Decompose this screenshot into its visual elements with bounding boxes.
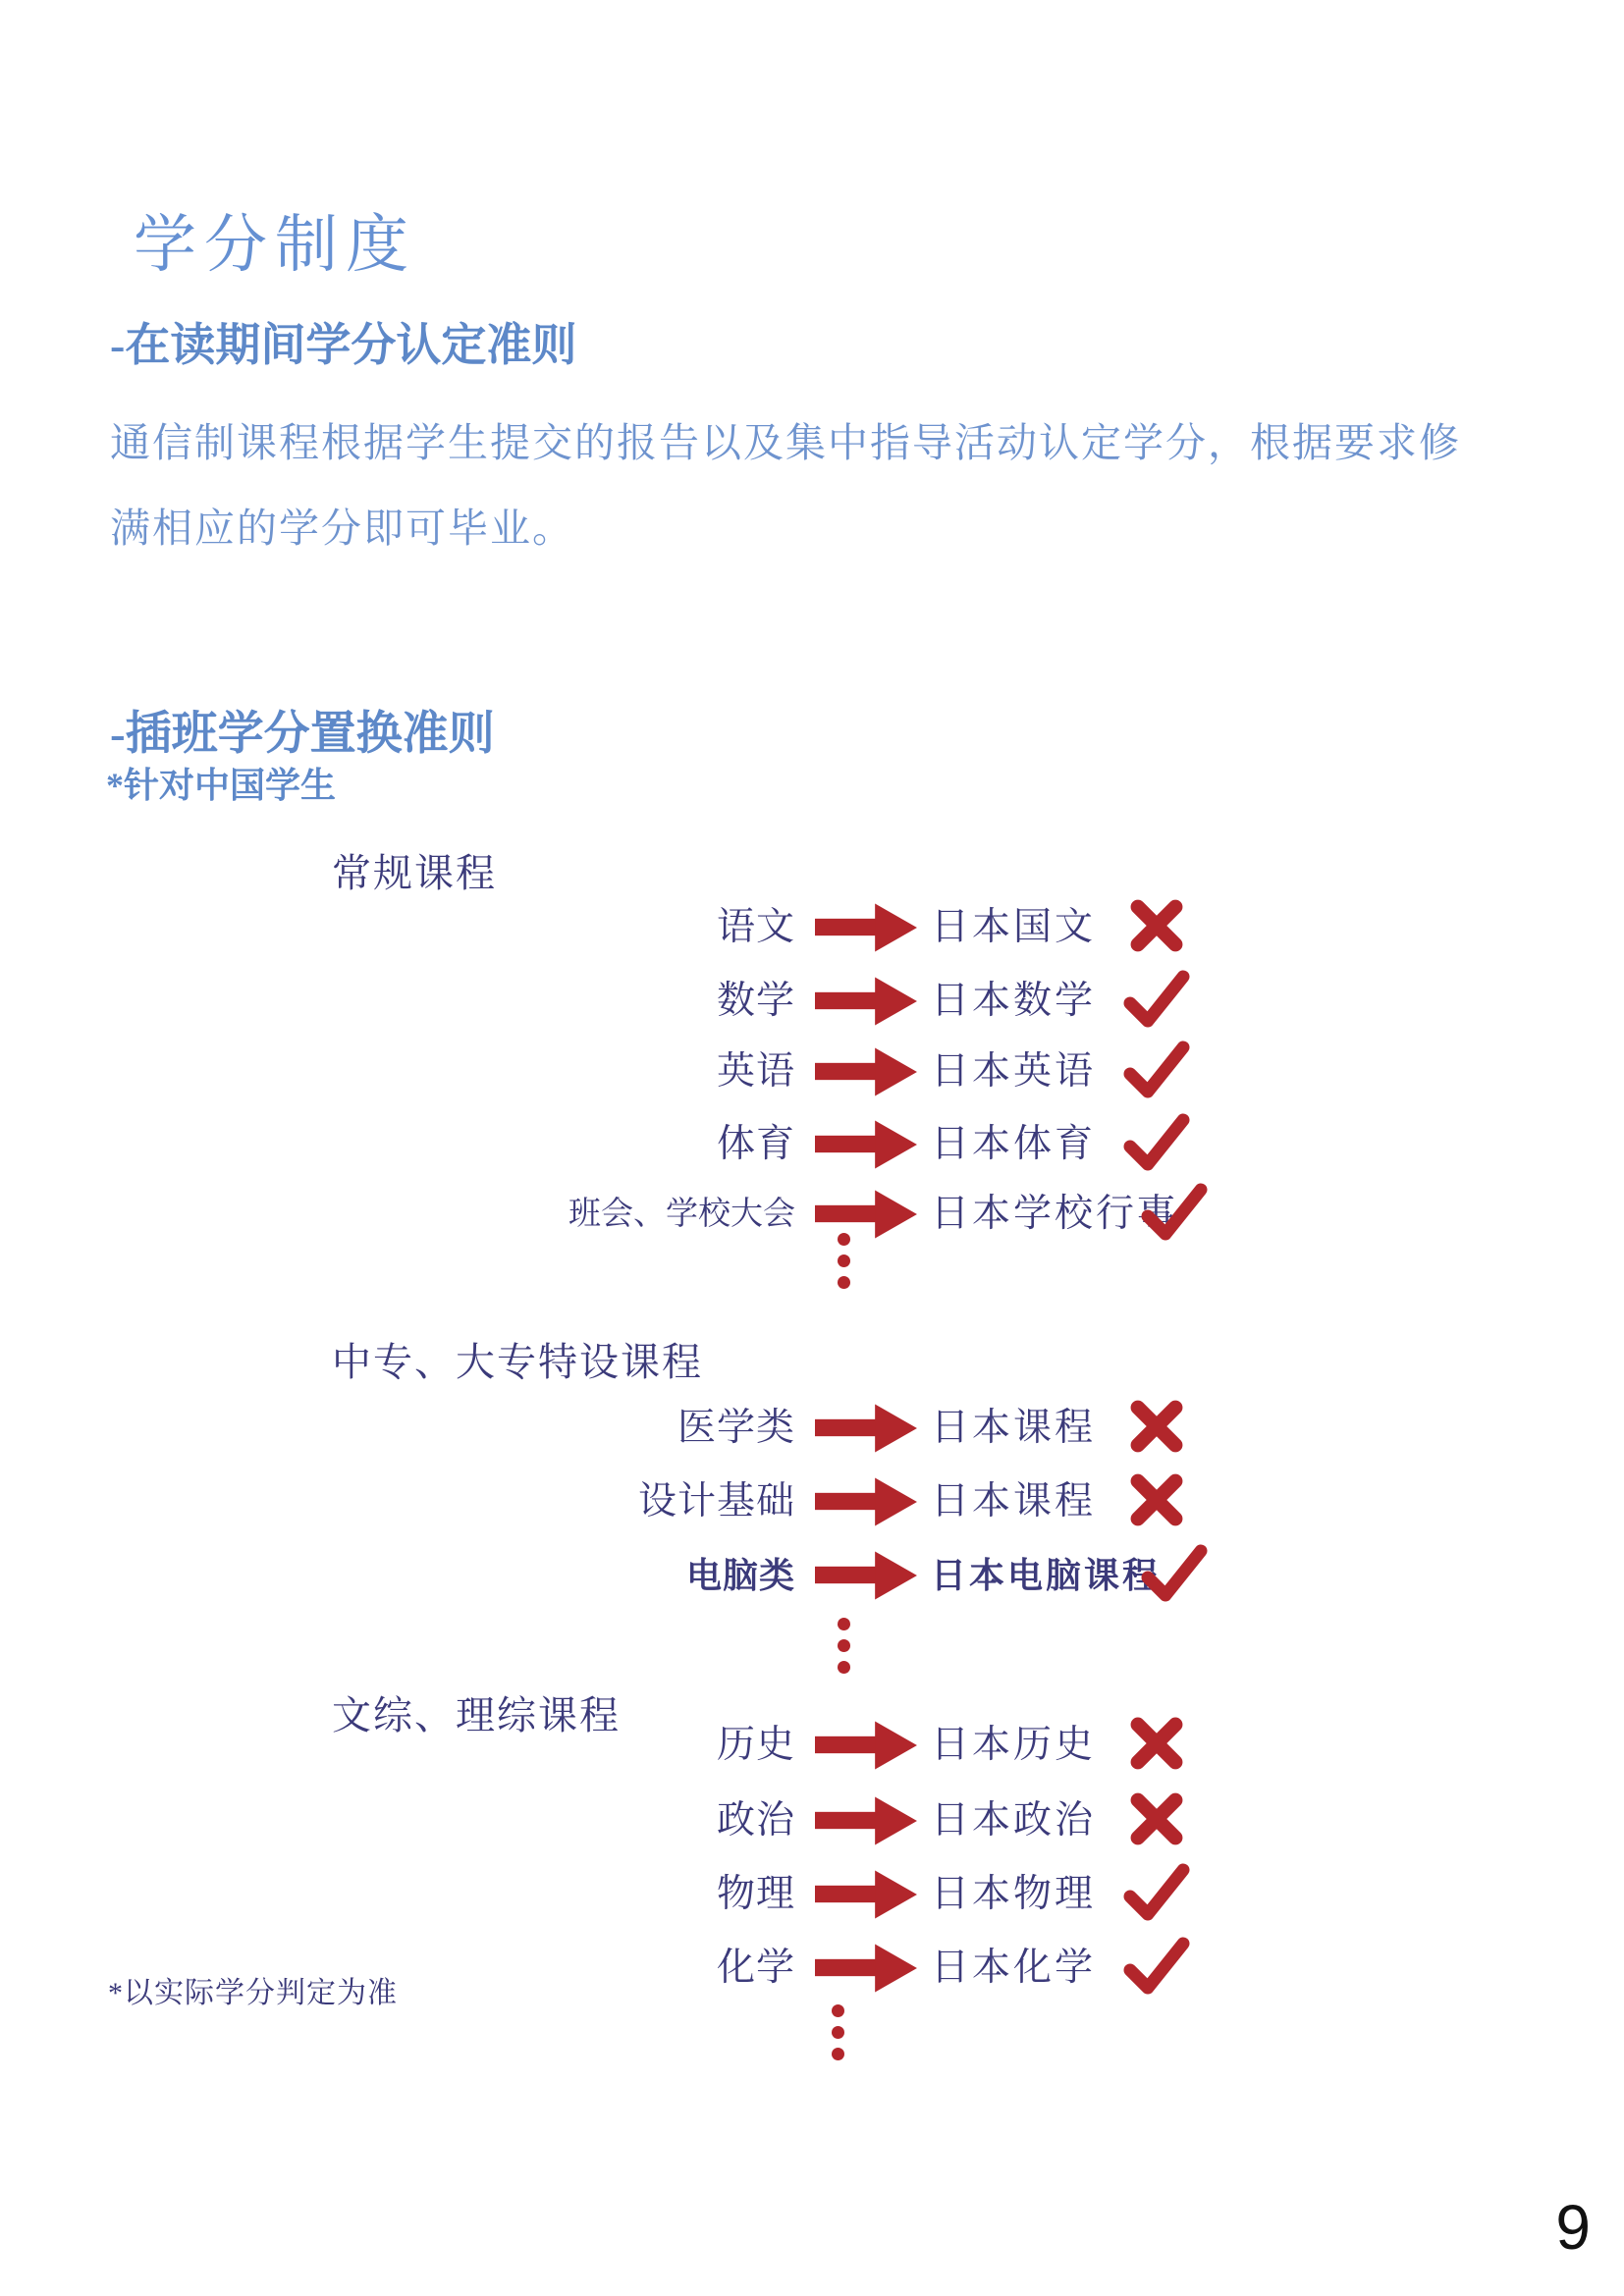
ellipsis-dots-icon bbox=[838, 1233, 850, 1289]
result-mark bbox=[1121, 964, 1192, 1035]
footnote: *以实际学分判定为准 bbox=[108, 1977, 398, 2009]
audience-note: *针对中国学生 bbox=[106, 766, 337, 805]
source-course: 设计基础 bbox=[637, 1480, 795, 1522]
body-text-line-2: 满相应的学分即可毕业。 bbox=[110, 506, 574, 551]
result-mark bbox=[1121, 1857, 1192, 1928]
result-mark bbox=[1139, 1177, 1210, 1248]
arrow-right-icon bbox=[815, 1719, 919, 1772]
cross-icon bbox=[1121, 1784, 1192, 1854]
section-heading-credit-recognition: -在读期间学分认定准则 bbox=[110, 320, 577, 370]
result-mark bbox=[1121, 1035, 1192, 1105]
arrow-right-icon bbox=[815, 1402, 919, 1455]
source-course: 政治 bbox=[716, 1799, 795, 1842]
course-map-row bbox=[0, 1185, 1624, 1244]
target-course: 日本体育 bbox=[931, 1123, 1097, 1165]
course-map-row bbox=[0, 898, 1624, 957]
course-map-row bbox=[0, 972, 1624, 1031]
course-map-row bbox=[0, 1716, 1624, 1775]
target-course: 日本英语 bbox=[931, 1050, 1097, 1093]
arrow-right-icon bbox=[815, 1188, 919, 1241]
course-group-title: 常规课程 bbox=[332, 851, 497, 895]
source-course: 医学类 bbox=[677, 1407, 795, 1449]
page-title: 学分制度 bbox=[134, 210, 416, 280]
section-heading-credit-transfer: -插班学分置换准则 bbox=[110, 709, 495, 760]
ellipsis-dots-icon bbox=[832, 2004, 844, 2060]
arrow-right-icon bbox=[815, 1475, 919, 1528]
target-course: 日本课程 bbox=[931, 1480, 1097, 1522]
result-mark bbox=[1121, 1465, 1192, 1535]
course-map-row bbox=[0, 1399, 1624, 1458]
course-map-row bbox=[0, 1115, 1624, 1174]
source-course: 数学 bbox=[716, 980, 795, 1022]
check-icon bbox=[1121, 1035, 1192, 1105]
result-mark bbox=[1121, 1708, 1192, 1779]
check-icon bbox=[1121, 1107, 1192, 1178]
result-mark bbox=[1121, 890, 1192, 961]
target-course: 日本物理 bbox=[931, 1873, 1097, 1915]
target-course: 日本化学 bbox=[931, 1947, 1097, 1989]
arrow-right-icon bbox=[815, 1868, 919, 1921]
source-course: 英语 bbox=[716, 1050, 795, 1093]
arrow-right-icon bbox=[815, 975, 919, 1028]
arrow-right-icon bbox=[815, 1118, 919, 1171]
course-group-title: 中专、大专特设课程 bbox=[332, 1340, 703, 1384]
check-icon bbox=[1121, 1931, 1192, 2002]
course-map-row bbox=[0, 1472, 1624, 1531]
result-mark bbox=[1121, 1931, 1192, 2002]
arrow-right-icon bbox=[815, 901, 919, 954]
course-map-row bbox=[0, 1791, 1624, 1850]
cross-icon bbox=[1121, 1465, 1192, 1535]
cross-icon bbox=[1121, 1708, 1192, 1779]
target-course: 日本数学 bbox=[931, 980, 1097, 1022]
source-course: 化学 bbox=[716, 1947, 795, 1989]
target-course: 日本历史 bbox=[931, 1724, 1097, 1766]
target-course: 日本国文 bbox=[931, 906, 1097, 948]
body-text-line-1: 通信制课程根据学生提交的报告以及集中指导活动认定学分，根据要求修 bbox=[110, 420, 1461, 465]
check-icon bbox=[1121, 964, 1192, 1035]
source-course: 物理 bbox=[716, 1873, 795, 1915]
target-course: 日本电脑课程 bbox=[931, 1555, 1162, 1595]
arrow-right-icon bbox=[815, 1794, 919, 1847]
page-number: 9 bbox=[1555, 2192, 1591, 2263]
course-group-title: 文综、理综课程 bbox=[332, 1693, 621, 1737]
check-icon bbox=[1139, 1177, 1210, 1248]
course-map-row bbox=[0, 1546, 1624, 1605]
target-course: 日本课程 bbox=[931, 1407, 1097, 1449]
check-icon bbox=[1121, 1857, 1192, 1928]
result-mark bbox=[1121, 1107, 1192, 1178]
cross-icon bbox=[1121, 1391, 1192, 1462]
source-course: 语文 bbox=[716, 906, 795, 948]
cross-icon bbox=[1121, 890, 1192, 961]
ellipsis-dots-icon bbox=[838, 1618, 850, 1674]
result-mark bbox=[1121, 1391, 1192, 1462]
course-map-row bbox=[0, 1042, 1624, 1101]
source-course: 班会、学校大会 bbox=[568, 1197, 795, 1232]
target-course: 日本政治 bbox=[931, 1799, 1097, 1842]
arrow-right-icon bbox=[815, 1045, 919, 1098]
source-course: 体育 bbox=[716, 1123, 795, 1165]
arrow-right-icon bbox=[815, 1942, 919, 1995]
source-course: 电脑类 bbox=[685, 1555, 795, 1595]
source-course: 历史 bbox=[716, 1724, 795, 1766]
result-mark bbox=[1121, 1784, 1192, 1854]
result-mark bbox=[1139, 1538, 1210, 1609]
target-course: 日本学校行事 bbox=[931, 1193, 1179, 1235]
course-map-row bbox=[0, 1865, 1624, 1924]
check-icon bbox=[1139, 1538, 1210, 1609]
arrow-right-icon bbox=[815, 1549, 919, 1602]
